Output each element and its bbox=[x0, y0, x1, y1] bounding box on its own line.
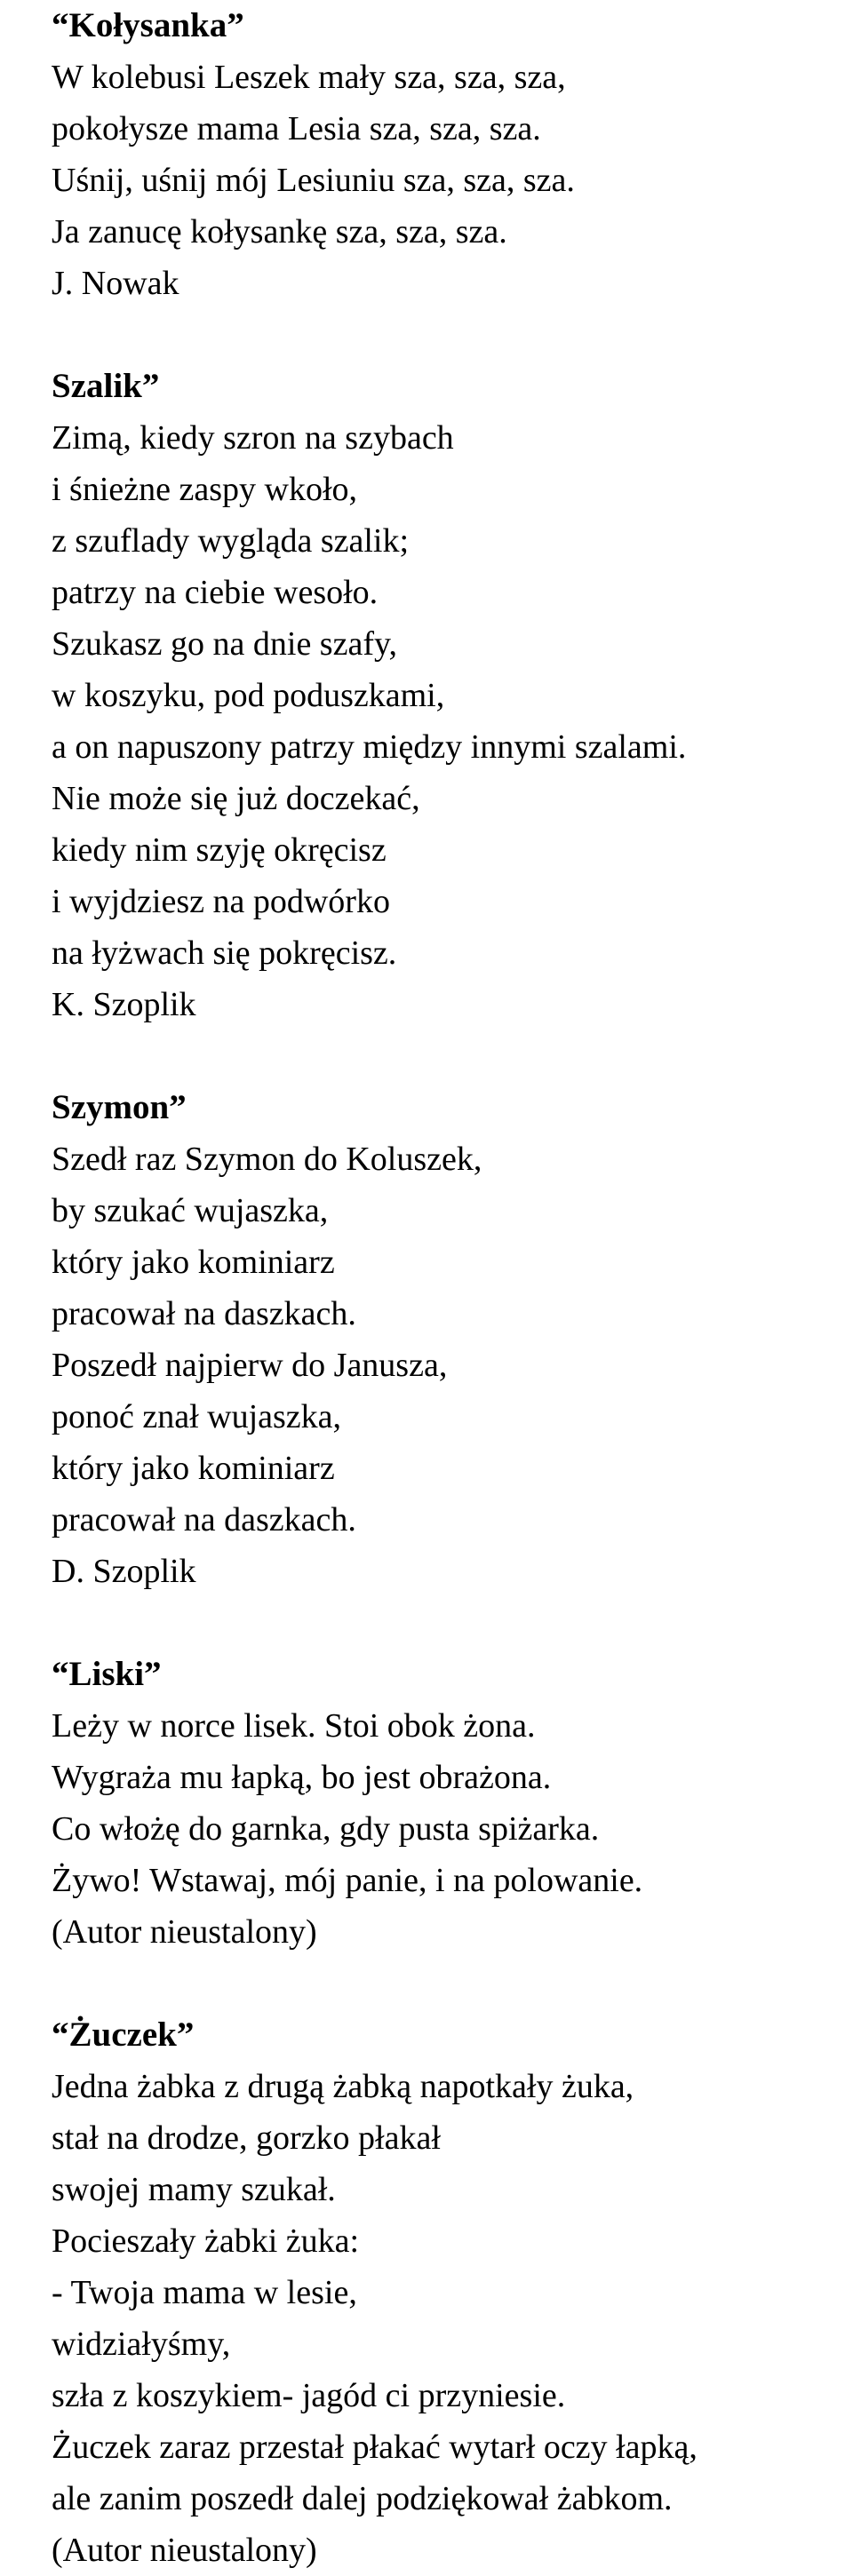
poem-title: Szymon” bbox=[52, 1088, 187, 1126]
poem-szymon bbox=[52, 1082, 853, 1597]
poem-szalik bbox=[52, 361, 853, 1030]
poem-line: Nie może się już doczekać, bbox=[52, 780, 420, 817]
poem-line: W kolebusi Leszek mały sza, sza, sza, bbox=[52, 59, 566, 96]
poem-line: z szuflady wygląda szalik; bbox=[52, 522, 410, 560]
poem-zuczek bbox=[52, 2009, 853, 2576]
poem-line: Szedł raz Szymon do Koluszek, bbox=[52, 1141, 482, 1178]
poem-line: Szukasz go na dnie szafy, bbox=[52, 625, 398, 663]
poem-line: Żywo! Wstawaj, mój panie, i na polowanie. bbox=[52, 1862, 643, 1899]
poem-line: szła z koszykiem- jagód ci przyniesie. bbox=[52, 2377, 566, 2414]
poem-title: “Kołysanka” bbox=[52, 6, 244, 44]
poem-line: Co włożę do garnka, gdy pusta spiżarka. bbox=[52, 1810, 600, 1848]
poem-line: Jedna żabka z drugą żabką napotkały żuka, bbox=[52, 2068, 634, 2105]
poem-line: Ja zanucę kołysankę sza, sza, sza. bbox=[52, 213, 507, 250]
stanza-spacer bbox=[52, 309, 853, 361]
poem-author: D. Szoplik bbox=[52, 1553, 196, 1590]
poem-line: na łyżwach się pokręcisz. bbox=[52, 934, 397, 972]
poem-line: a on napuszony patrzy między innymi szalami. bbox=[52, 728, 687, 766]
poem-line: Poszedł najpierw do Janusza, bbox=[52, 1347, 448, 1384]
stanza-spacer bbox=[52, 1958, 853, 2009]
poem-line: widziałyśmy, bbox=[52, 2326, 231, 2363]
poem-author: K. Szoplik bbox=[52, 986, 196, 1023]
poem-line: ale zanim poszedł dalej podziękował żabkom. bbox=[52, 2480, 673, 2517]
poem-title: Szalik” bbox=[52, 367, 160, 405]
poem-line: Uśnij, uśnij mój Lesiuniu sza, sza, sza. bbox=[52, 162, 575, 199]
poem-author: (Autor nieustalony) bbox=[52, 2532, 317, 2569]
poem-line: kiedy nim szyję okręcisz bbox=[52, 831, 387, 869]
stanza-spacer bbox=[52, 1597, 853, 1649]
poem-line: w koszyku, pod poduszkami, bbox=[52, 677, 445, 714]
poem-line: stał na drodze, gorzko płakał bbox=[52, 2119, 441, 2157]
poem-line: Leży w norce lisek. Stoi obok żona. bbox=[52, 1707, 536, 1745]
poem-line: Pocieszały żabki żuka: bbox=[52, 2222, 360, 2260]
poem-line: swojej mamy szukał. bbox=[52, 2171, 336, 2208]
poem-liski bbox=[52, 1649, 853, 1958]
poem-line: pracował na daszkach. bbox=[52, 1295, 356, 1332]
poem-line: by szukać wujaszka, bbox=[52, 1192, 329, 1229]
poem-line: Wygraża mu łapką, bo jest obrażona. bbox=[52, 1759, 552, 1796]
poem-author: (Autor nieustalony) bbox=[52, 1913, 317, 1951]
poem-line: patrzy na ciebie wesoło. bbox=[52, 574, 379, 611]
poem-line: który jako kominiarz bbox=[52, 1450, 335, 1487]
poem-title: “Żuczek” bbox=[52, 2015, 195, 2054]
poem-line: Żuczek zaraz przestał płakać wytarł oczy łapką, bbox=[52, 2429, 698, 2466]
poem-line: pracował na daszkach. bbox=[52, 1501, 356, 1538]
poem-line: pokołysze mama Lesia sza, sza, sza. bbox=[52, 110, 541, 147]
poem-title: “Liski” bbox=[52, 1655, 162, 1693]
poem-author: J. Nowak bbox=[52, 265, 179, 302]
stanza-spacer bbox=[52, 1030, 853, 1082]
poem-kolysanka bbox=[52, 0, 853, 309]
poem-line: i śnieżne zaspy wkoło, bbox=[52, 471, 358, 508]
poem-line: - Twoja mama w lesie, bbox=[52, 2274, 357, 2311]
poem-line: Zimą, kiedy szron na szybach bbox=[52, 419, 454, 457]
poem-line: ponoć znał wujaszka, bbox=[52, 1398, 342, 1435]
poem-line: i wyjdziesz na podwórko bbox=[52, 883, 390, 920]
poem-line: który jako kominiarz bbox=[52, 1244, 335, 1281]
